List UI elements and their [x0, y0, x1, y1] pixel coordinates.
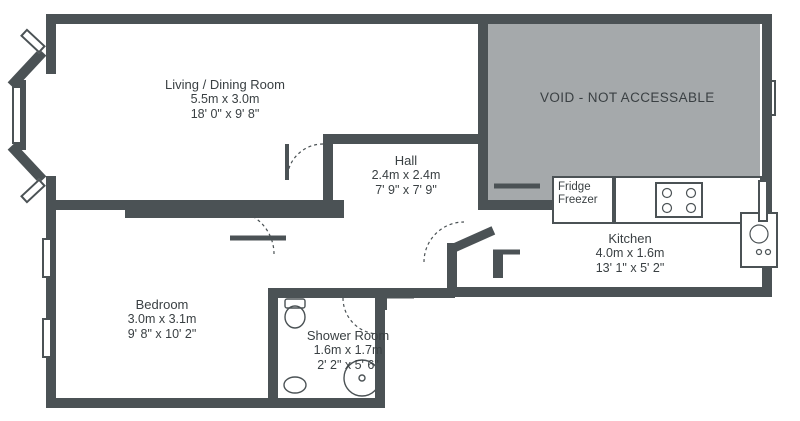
bedroom-name: Bedroom [135, 297, 189, 312]
shower-room-imperial: 2' 2" x 5' 6" [317, 358, 379, 372]
hob-unit [655, 182, 703, 218]
living-dining-imperial: 18' 0" x 9' 8" [190, 107, 260, 121]
wall-hall-door-stub [493, 250, 503, 278]
hall-imperial: 7' 9" x 7' 9" [375, 183, 437, 197]
room-label-shower-room [258, 328, 438, 373]
void-label: VOID - NOT ACCESSABLE [540, 90, 715, 105]
wall-bottom-left [46, 398, 385, 408]
wall-top [46, 14, 772, 24]
living-dining-name: Living / Dining Room [165, 77, 285, 92]
window-bay-upper [20, 28, 46, 53]
window-living-top [770, 80, 776, 116]
kitchen-imperial: 13' 1" x 5' 2" [595, 261, 665, 275]
bedroom-imperial: 9' 8" x 10' 2" [127, 327, 197, 341]
room-label-living-dining [95, 77, 355, 122]
wall-living-bottom [56, 200, 344, 210]
living-dining-metric: 5.5m x 3.0m [190, 92, 260, 106]
hall-metric: 2.4m x 2.4m [371, 168, 441, 182]
freezer-label: Freezer [558, 194, 598, 206]
window-bedroom-lower [42, 318, 52, 358]
window-bay-middle [12, 86, 22, 144]
wall-left-lower [46, 176, 56, 408]
window-bay-lower [20, 178, 46, 203]
kitchen-name: Kitchen [608, 231, 652, 246]
hall-name: Hall [394, 153, 418, 168]
wall-hall-top [323, 134, 488, 144]
shower-room-metric: 1.6m x 1.7m [313, 343, 383, 357]
wall-hall-bottom-right [385, 288, 455, 298]
kitchen-metric: 4.0m x 1.6m [595, 246, 665, 260]
wall-shower-top [268, 288, 385, 298]
wall-kitchen-partition [453, 226, 495, 251]
fridge-label: Fridge [558, 181, 591, 193]
wall-bottom-right [455, 287, 772, 297]
wall-bay-lower-angle [8, 143, 47, 183]
wall-bedroom-top [125, 210, 344, 218]
wall-hall-bottom-left [333, 288, 343, 298]
room-label-bedroom [72, 297, 252, 342]
wall-left-upper [46, 14, 56, 74]
bedroom-metric: 3.0m x 3.1m [127, 312, 197, 326]
room-label-hall [320, 153, 492, 198]
wall-shower-partition [380, 296, 385, 316]
room-label-kitchen [540, 231, 720, 276]
fridge-freezer-label [558, 181, 598, 207]
window-bedroom-upper [42, 238, 52, 278]
wall-bay-upper-angle [8, 49, 47, 89]
shower-room-name: Shower Room [306, 328, 390, 343]
window-kitchen-right [758, 180, 768, 222]
